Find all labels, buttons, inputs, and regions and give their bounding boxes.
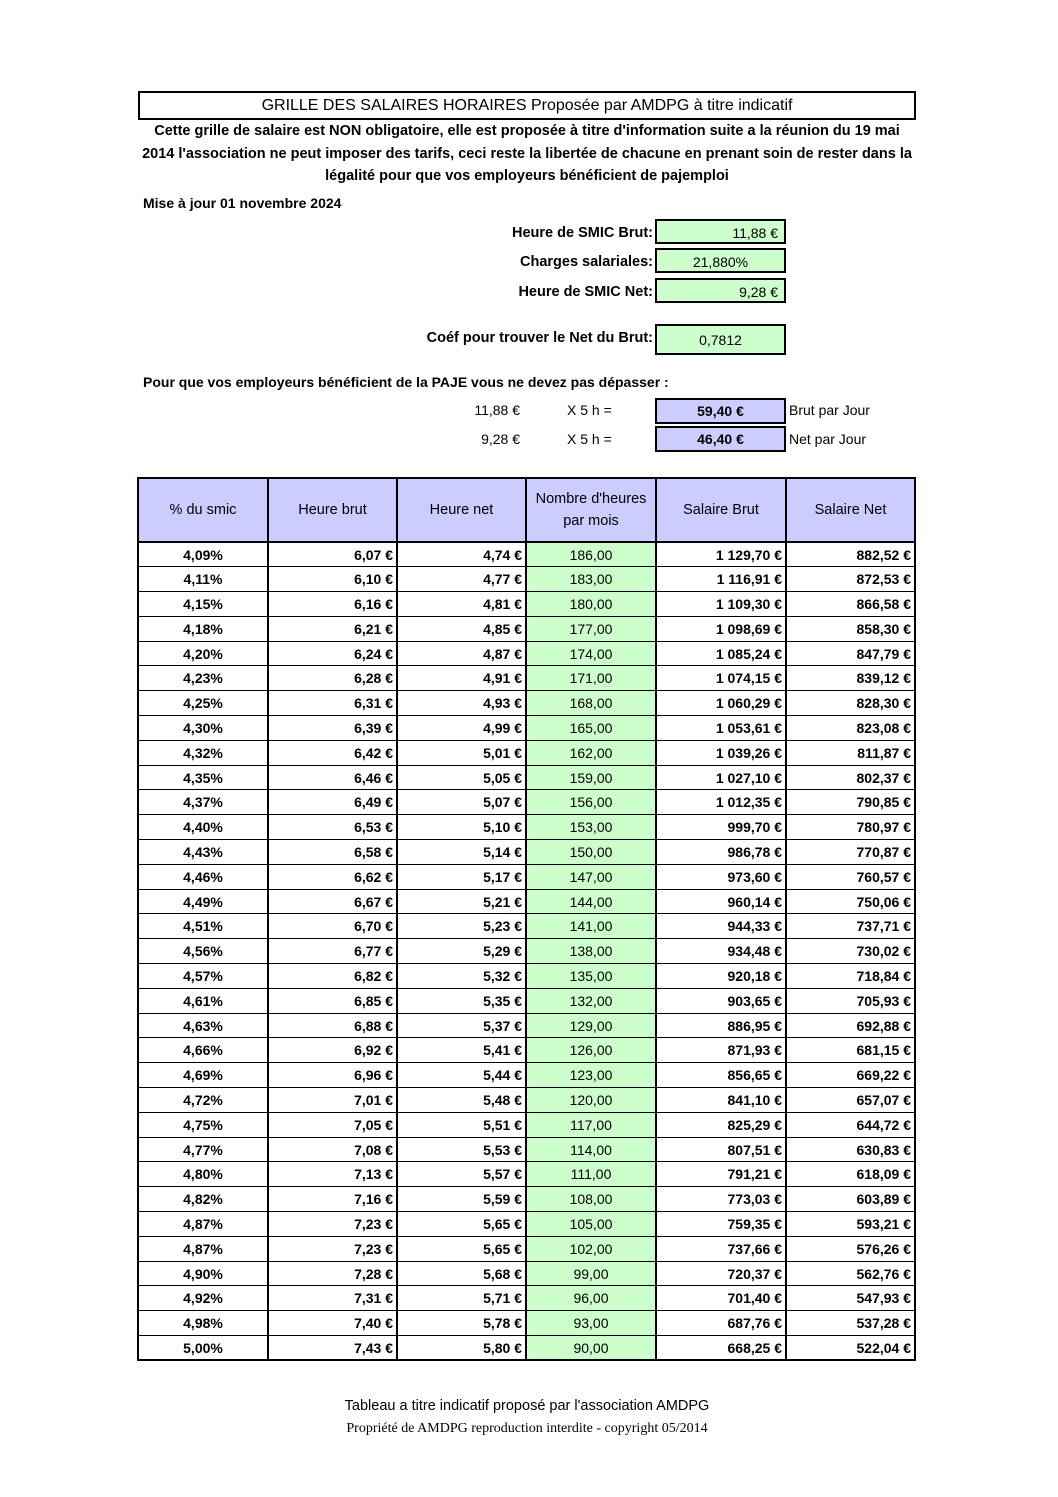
cell-salaire-brut: 1 085,24 € [656, 641, 786, 666]
cell-salaire-net: 681,15 € [786, 1038, 915, 1063]
table-row [138, 666, 915, 691]
cell-heure-brut: 6,42 € [268, 740, 397, 765]
cell-salaire-brut: 871,93 € [656, 1038, 786, 1063]
table-row [138, 840, 915, 865]
cell-pct-smic: 4,32% [138, 740, 268, 765]
cell-pct-smic: 4,43% [138, 840, 268, 865]
update-date: Mise à jour 01 novembre 2024 [143, 195, 342, 211]
table-row [138, 815, 915, 840]
cell-salaire-net: 750,06 € [786, 889, 915, 914]
table-row [138, 740, 915, 765]
cell-heure-net: 5,68 € [397, 1261, 526, 1286]
paje-net-label: Net par Jour [789, 431, 867, 447]
header-salaire-net: Salaire Net [786, 478, 915, 542]
cell-nombre-heures: 126,00 [526, 1038, 656, 1063]
cell-heure-brut: 7,31 € [268, 1286, 397, 1311]
cell-heure-net: 5,01 € [397, 740, 526, 765]
cell-nombre-heures: 108,00 [526, 1187, 656, 1212]
cell-heure-net: 5,65 € [397, 1236, 526, 1261]
cell-salaire-net: 872,53 € [786, 567, 915, 592]
paje-net-mult: X 5 h = [567, 431, 612, 447]
paje-heading: Pour que vos employeurs bénéficient de la PAJE vous ne devez pas dépasser : [143, 374, 669, 390]
cell-heure-net: 5,48 € [397, 1088, 526, 1113]
cell-salaire-brut: 1 012,35 € [656, 790, 786, 815]
cell-heure-brut: 7,16 € [268, 1187, 397, 1212]
cell-salaire-brut: 1 053,61 € [656, 716, 786, 741]
cell-salaire-net: 630,83 € [786, 1137, 915, 1162]
cell-nombre-heures: 117,00 [526, 1112, 656, 1137]
cell-pct-smic: 4,75% [138, 1112, 268, 1137]
header-nombre-heures: Nombre d'heures par mois [526, 478, 656, 542]
cell-salaire-brut: 737,66 € [656, 1236, 786, 1261]
cell-pct-smic: 4,46% [138, 864, 268, 889]
cell-heure-net: 5,59 € [397, 1187, 526, 1212]
cell-salaire-brut: 1 027,10 € [656, 765, 786, 790]
cell-salaire-brut: 791,21 € [656, 1162, 786, 1187]
cell-heure-net: 5,44 € [397, 1063, 526, 1088]
cell-pct-smic: 4,35% [138, 765, 268, 790]
cell-heure-net: 5,07 € [397, 790, 526, 815]
cell-heure-brut: 6,16 € [268, 592, 397, 617]
cell-heure-brut: 6,88 € [268, 1013, 397, 1038]
cell-nombre-heures: 156,00 [526, 790, 656, 815]
cell-pct-smic: 4,57% [138, 964, 268, 989]
cell-salaire-brut: 1 129,70 € [656, 542, 786, 567]
cell-salaire-net: 828,30 € [786, 691, 915, 716]
table-row [138, 1261, 915, 1286]
cell-pct-smic: 4,11% [138, 567, 268, 592]
cell-heure-brut: 6,58 € [268, 840, 397, 865]
table-row [138, 1311, 915, 1336]
table-row [138, 592, 915, 617]
cell-salaire-brut: 920,18 € [656, 964, 786, 989]
cell-heure-brut: 6,82 € [268, 964, 397, 989]
smic-brut-label: Heure de SMIC Brut: [512, 225, 653, 241]
cell-nombre-heures: 141,00 [526, 914, 656, 939]
coef-label: Coéf pour trouver le Net du Brut: [426, 330, 653, 346]
cell-heure-net: 5,29 € [397, 939, 526, 964]
table-header-row [138, 478, 915, 542]
cell-salaire-brut: 773,03 € [656, 1187, 786, 1212]
paje-brut-total: 59,40 € [655, 398, 786, 424]
table-row [138, 691, 915, 716]
cell-salaire-brut: 1 039,26 € [656, 740, 786, 765]
cell-nombre-heures: 183,00 [526, 567, 656, 592]
cell-heure-brut: 7,23 € [268, 1236, 397, 1261]
cell-pct-smic: 4,87% [138, 1236, 268, 1261]
cell-salaire-brut: 960,14 € [656, 889, 786, 914]
cell-pct-smic: 4,87% [138, 1212, 268, 1237]
cell-salaire-brut: 841,10 € [656, 1088, 786, 1113]
cell-salaire-net: 692,88 € [786, 1013, 915, 1038]
table-row [138, 1112, 915, 1137]
cell-nombre-heures: 93,00 [526, 1311, 656, 1336]
smic-net-value: 9,28 € [655, 278, 786, 303]
cell-pct-smic: 4,61% [138, 988, 268, 1013]
cell-heure-net: 4,81 € [397, 592, 526, 617]
cell-heure-brut: 6,07 € [268, 542, 397, 567]
document-title: GRILLE DES SALAIRES HORAIRES Proposée par AMDPG à titre indicatif [138, 91, 916, 120]
cell-salaire-net: 576,26 € [786, 1236, 915, 1261]
cell-salaire-net: 770,87 € [786, 840, 915, 865]
cell-heure-brut: 6,96 € [268, 1063, 397, 1088]
header-salaire-brut: Salaire Brut [656, 478, 786, 542]
table-row [138, 964, 915, 989]
cell-salaire-brut: 886,95 € [656, 1013, 786, 1038]
cell-heure-brut: 6,28 € [268, 666, 397, 691]
cell-heure-net: 5,71 € [397, 1286, 526, 1311]
cell-salaire-net: 593,21 € [786, 1212, 915, 1237]
cell-heure-brut: 6,31 € [268, 691, 397, 716]
cell-nombre-heures: 144,00 [526, 889, 656, 914]
cell-heure-net: 5,51 € [397, 1112, 526, 1137]
cell-salaire-brut: 973,60 € [656, 864, 786, 889]
cell-nombre-heures: 177,00 [526, 616, 656, 641]
header-pct-smic: % du smic [138, 478, 268, 542]
cell-heure-brut: 6,85 € [268, 988, 397, 1013]
coef-value: 0,7812 [655, 324, 786, 355]
cell-salaire-net: 811,87 € [786, 740, 915, 765]
cell-heure-net: 5,35 € [397, 988, 526, 1013]
header-heure-net: Heure net [397, 478, 526, 542]
paje-net-rate: 9,28 € [481, 431, 520, 447]
cell-heure-net: 5,17 € [397, 864, 526, 889]
cell-nombre-heures: 159,00 [526, 765, 656, 790]
paje-brut-mult: X 5 h = [567, 402, 612, 418]
cell-nombre-heures: 111,00 [526, 1162, 656, 1187]
smic-brut-value: 11,88 € [655, 219, 786, 244]
cell-salaire-brut: 687,76 € [656, 1311, 786, 1336]
cell-salaire-net: 522,04 € [786, 1336, 915, 1361]
cell-salaire-brut: 1 098,69 € [656, 616, 786, 641]
salary-table [137, 477, 916, 1361]
cell-pct-smic: 4,69% [138, 1063, 268, 1088]
cell-salaire-net: 730,02 € [786, 939, 915, 964]
table-row [138, 1187, 915, 1212]
cell-salaire-brut: 856,65 € [656, 1063, 786, 1088]
cell-heure-brut: 7,13 € [268, 1162, 397, 1187]
cell-salaire-net: 866,58 € [786, 592, 915, 617]
cell-heure-brut: 7,01 € [268, 1088, 397, 1113]
cell-heure-net: 4,93 € [397, 691, 526, 716]
cell-nombre-heures: 162,00 [526, 740, 656, 765]
cell-salaire-net: 547,93 € [786, 1286, 915, 1311]
table-row [138, 1236, 915, 1261]
table-row [138, 1137, 915, 1162]
cell-salaire-net: 823,08 € [786, 716, 915, 741]
cell-nombre-heures: 147,00 [526, 864, 656, 889]
cell-nombre-heures: 114,00 [526, 1137, 656, 1162]
cell-pct-smic: 4,63% [138, 1013, 268, 1038]
cell-salaire-net: 802,37 € [786, 765, 915, 790]
cell-salaire-brut: 986,78 € [656, 840, 786, 865]
cell-salaire-net: 858,30 € [786, 616, 915, 641]
cell-nombre-heures: 105,00 [526, 1212, 656, 1237]
table-row [138, 1162, 915, 1187]
cell-pct-smic: 4,23% [138, 666, 268, 691]
cell-salaire-net: 644,72 € [786, 1112, 915, 1137]
cell-heure-brut: 7,28 € [268, 1261, 397, 1286]
cell-heure-net: 5,78 € [397, 1311, 526, 1336]
cell-salaire-net: 780,97 € [786, 815, 915, 840]
cell-heure-net: 5,57 € [397, 1162, 526, 1187]
cell-nombre-heures: 150,00 [526, 840, 656, 865]
cell-heure-net: 4,77 € [397, 567, 526, 592]
cell-salaire-brut: 720,37 € [656, 1261, 786, 1286]
cell-heure-net: 5,65 € [397, 1212, 526, 1237]
cell-nombre-heures: 180,00 [526, 592, 656, 617]
cell-heure-net: 4,99 € [397, 716, 526, 741]
cell-heure-brut: 6,24 € [268, 641, 397, 666]
cell-heure-brut: 6,70 € [268, 914, 397, 939]
cell-heure-net: 5,10 € [397, 815, 526, 840]
paje-brut-label: Brut par Jour [789, 402, 870, 418]
cell-nombre-heures: 186,00 [526, 542, 656, 567]
cell-salaire-net: 839,12 € [786, 666, 915, 691]
cell-pct-smic: 4,82% [138, 1187, 268, 1212]
cell-heure-brut: 6,39 € [268, 716, 397, 741]
charges-label: Charges salariales: [520, 254, 653, 270]
cell-salaire-brut: 903,65 € [656, 988, 786, 1013]
cell-heure-net: 4,85 € [397, 616, 526, 641]
cell-salaire-net: 657,07 € [786, 1088, 915, 1113]
cell-heure-brut: 7,05 € [268, 1112, 397, 1137]
cell-pct-smic: 4,40% [138, 815, 268, 840]
cell-heure-net: 5,53 € [397, 1137, 526, 1162]
cell-salaire-net: 562,76 € [786, 1261, 915, 1286]
cell-salaire-brut: 1 060,29 € [656, 691, 786, 716]
paje-brut-rate: 11,88 € [474, 402, 520, 418]
cell-nombre-heures: 96,00 [526, 1286, 656, 1311]
cell-salaire-brut: 825,29 € [656, 1112, 786, 1137]
table-row [138, 1063, 915, 1088]
cell-pct-smic: 4,25% [138, 691, 268, 716]
cell-salaire-net: 790,85 € [786, 790, 915, 815]
cell-heure-brut: 6,46 € [268, 765, 397, 790]
cell-salaire-net: 882,52 € [786, 542, 915, 567]
table-row [138, 988, 915, 1013]
cell-salaire-brut: 1 074,15 € [656, 666, 786, 691]
cell-heure-brut: 6,10 € [268, 567, 397, 592]
table-row [138, 542, 915, 567]
cell-salaire-brut: 1 116,91 € [656, 567, 786, 592]
cell-heure-net: 5,21 € [397, 889, 526, 914]
table-row [138, 616, 915, 641]
table-row [138, 889, 915, 914]
cell-heure-brut: 6,53 € [268, 815, 397, 840]
cell-heure-net: 5,05 € [397, 765, 526, 790]
cell-salaire-brut: 759,35 € [656, 1212, 786, 1237]
cell-pct-smic: 4,66% [138, 1038, 268, 1063]
cell-heure-net: 5,23 € [397, 914, 526, 939]
cell-heure-brut: 6,21 € [268, 616, 397, 641]
intro-paragraph: Cette grille de salaire est NON obligatoire, elle est proposée à titre d'information suite a la réunion du 19 mai 2014 l'association ne peut imposer des tarifs, ceci reste la libertée de chacune en prenant soin de rester dans la légalité pour que vos employeurs bénéficient de pajemploi [142, 123, 912, 184]
table-row [138, 1013, 915, 1038]
cell-salaire-net: 760,57 € [786, 864, 915, 889]
cell-salaire-net: 669,22 € [786, 1063, 915, 1088]
cell-nombre-heures: 120,00 [526, 1088, 656, 1113]
table-row [138, 1212, 915, 1237]
cell-pct-smic: 4,77% [138, 1137, 268, 1162]
cell-nombre-heures: 102,00 [526, 1236, 656, 1261]
cell-nombre-heures: 129,00 [526, 1013, 656, 1038]
cell-pct-smic: 4,80% [138, 1162, 268, 1187]
cell-pct-smic: 4,90% [138, 1261, 268, 1286]
cell-nombre-heures: 165,00 [526, 716, 656, 741]
cell-heure-brut: 7,23 € [268, 1212, 397, 1237]
table-row [138, 765, 915, 790]
cell-heure-net: 4,74 € [397, 542, 526, 567]
footer-note: Tableau a titre indicatif proposé par l'association AMDPG [344, 1398, 710, 1414]
cell-heure-brut: 6,67 € [268, 889, 397, 914]
cell-pct-smic: 4,92% [138, 1286, 268, 1311]
cell-salaire-net: 718,84 € [786, 964, 915, 989]
cell-heure-brut: 6,62 € [268, 864, 397, 889]
table-row [138, 1336, 915, 1361]
cell-heure-brut: 7,08 € [268, 1137, 397, 1162]
cell-heure-net: 4,91 € [397, 666, 526, 691]
cell-heure-brut: 6,77 € [268, 939, 397, 964]
cell-salaire-net: 705,93 € [786, 988, 915, 1013]
cell-salaire-brut: 1 109,30 € [656, 592, 786, 617]
cell-pct-smic: 5,00% [138, 1336, 268, 1361]
paje-net-total: 46,40 € [655, 426, 786, 452]
cell-nombre-heures: 138,00 [526, 939, 656, 964]
cell-nombre-heures: 132,00 [526, 988, 656, 1013]
cell-nombre-heures: 123,00 [526, 1063, 656, 1088]
cell-heure-net: 5,14 € [397, 840, 526, 865]
cell-salaire-brut: 668,25 € [656, 1336, 786, 1361]
table-row [138, 1286, 915, 1311]
cell-heure-net: 5,37 € [397, 1013, 526, 1038]
charges-value: 21,880% [655, 248, 786, 273]
cell-nombre-heures: 153,00 [526, 815, 656, 840]
cell-nombre-heures: 90,00 [526, 1336, 656, 1361]
cell-salaire-brut: 807,51 € [656, 1137, 786, 1162]
table-row [138, 1088, 915, 1113]
cell-salaire-brut: 944,33 € [656, 914, 786, 939]
cell-pct-smic: 4,37% [138, 790, 268, 815]
cell-salaire-net: 537,28 € [786, 1311, 915, 1336]
cell-nombre-heures: 171,00 [526, 666, 656, 691]
cell-pct-smic: 4,49% [138, 889, 268, 914]
cell-pct-smic: 4,15% [138, 592, 268, 617]
cell-pct-smic: 4,51% [138, 914, 268, 939]
cell-heure-brut: 7,43 € [268, 1336, 397, 1361]
table-row [138, 939, 915, 964]
cell-pct-smic: 4,09% [138, 542, 268, 567]
table-row [138, 1038, 915, 1063]
cell-pct-smic: 4,30% [138, 716, 268, 741]
table-row [138, 716, 915, 741]
cell-nombre-heures: 135,00 [526, 964, 656, 989]
cell-pct-smic: 4,56% [138, 939, 268, 964]
cell-salaire-brut: 999,70 € [656, 815, 786, 840]
table-row [138, 914, 915, 939]
header-heure-brut: Heure brut [268, 478, 397, 542]
cell-salaire-net: 618,09 € [786, 1162, 915, 1187]
cell-heure-net: 5,80 € [397, 1336, 526, 1361]
cell-salaire-brut: 701,40 € [656, 1286, 786, 1311]
table-row [138, 864, 915, 889]
cell-salaire-net: 847,79 € [786, 641, 915, 666]
cell-salaire-net: 603,89 € [786, 1187, 915, 1212]
cell-nombre-heures: 174,00 [526, 641, 656, 666]
cell-salaire-net: 737,71 € [786, 914, 915, 939]
cell-pct-smic: 4,72% [138, 1088, 268, 1113]
cell-nombre-heures: 99,00 [526, 1261, 656, 1286]
cell-pct-smic: 4,20% [138, 641, 268, 666]
cell-nombre-heures: 168,00 [526, 691, 656, 716]
cell-heure-brut: 6,92 € [268, 1038, 397, 1063]
cell-heure-net: 5,32 € [397, 964, 526, 989]
smic-net-label: Heure de SMIC Net: [518, 284, 653, 300]
table-row [138, 790, 915, 815]
cell-heure-net: 5,41 € [397, 1038, 526, 1063]
cell-pct-smic: 4,18% [138, 616, 268, 641]
table-row [138, 641, 915, 666]
cell-salaire-brut: 934,48 € [656, 939, 786, 964]
cell-heure-brut: 7,40 € [268, 1311, 397, 1336]
cell-heure-net: 4,87 € [397, 641, 526, 666]
cell-pct-smic: 4,98% [138, 1311, 268, 1336]
footer-copyright: Propriété de AMDPG reproduction interdite - copyright 05/2014 [346, 1421, 708, 1436]
cell-heure-brut: 6,49 € [268, 790, 397, 815]
table-row [138, 567, 915, 592]
